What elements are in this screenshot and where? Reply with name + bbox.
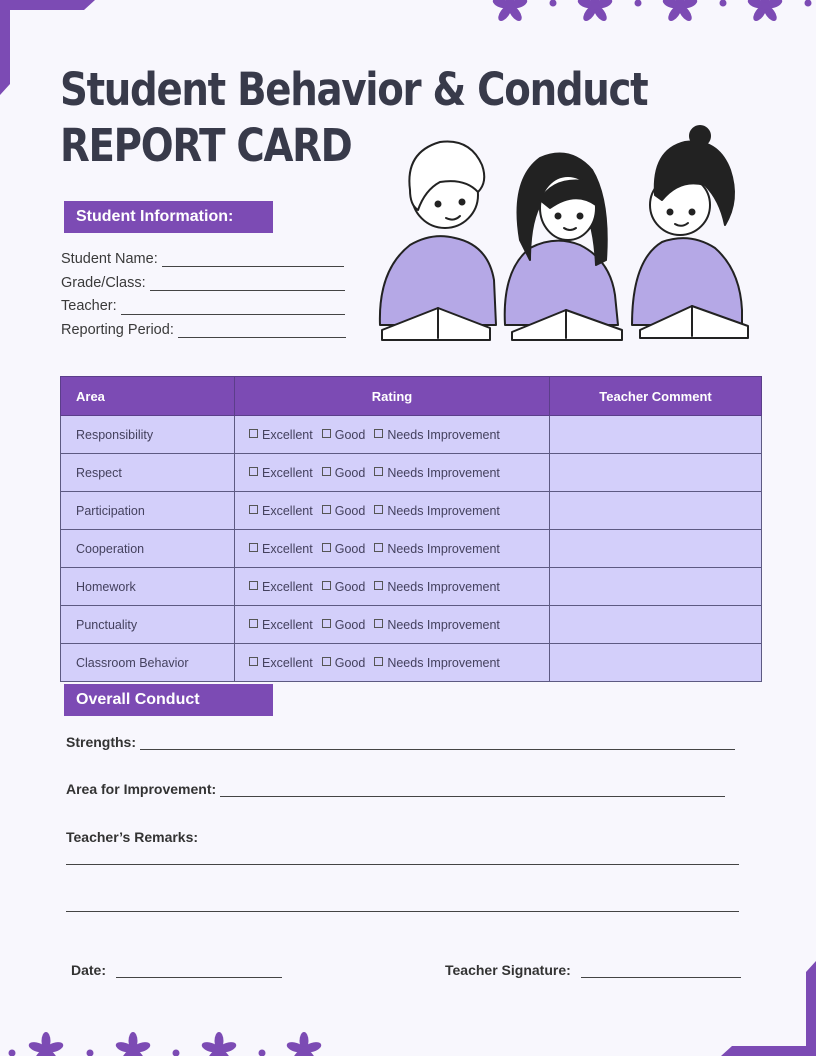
rating-option[interactable]: [322, 504, 366, 518]
students-reading-illustration: [370, 120, 755, 345]
field-teacher[interactable]: Teacher:: [61, 295, 346, 319]
teacher-comment-cell[interactable]: [550, 416, 762, 454]
checkbox-icon[interactable]: [249, 467, 258, 476]
area-cell: Cooperation: [61, 530, 235, 568]
area-cell: Classroom Behavior: [61, 644, 235, 682]
teacher-comment-cell[interactable]: [550, 568, 762, 606]
remarks-line-2[interactable]: [66, 911, 739, 912]
checkbox-icon[interactable]: [249, 581, 258, 590]
rating-cell: [235, 530, 550, 568]
rating-option-label: Good: [334, 655, 366, 670]
table-row: [61, 454, 762, 492]
rating-option-label: Needs Improvement: [387, 465, 500, 480]
teacher-comment-cell[interactable]: [550, 530, 762, 568]
checkbox-icon[interactable]: [374, 543, 383, 552]
table-row: [61, 568, 762, 606]
rating-option-label: Needs Improvement: [387, 579, 500, 594]
improvement-field[interactable]: Area for Improvement:: [66, 781, 725, 797]
checkbox-icon[interactable]: [374, 429, 383, 438]
checkbox-icon[interactable]: [322, 543, 331, 552]
rating-option[interactable]: [249, 618, 313, 632]
checkbox-icon[interactable]: [374, 505, 383, 514]
rating-option[interactable]: [322, 428, 366, 442]
remarks-line-1[interactable]: [66, 864, 739, 865]
rating-option[interactable]: [374, 466, 500, 480]
table-row: [61, 644, 762, 682]
rating-option-label: Excellent: [262, 541, 313, 556]
checkbox-icon[interactable]: [322, 619, 331, 628]
date-field[interactable]: Date:: [71, 962, 282, 978]
rating-option[interactable]: [249, 542, 313, 556]
rating-option[interactable]: [322, 580, 366, 594]
rating-option-label: Needs Improvement: [387, 427, 500, 442]
teacher-comment-cell[interactable]: [550, 454, 762, 492]
rating-option[interactable]: [374, 504, 500, 518]
teacher-comment-cell[interactable]: [550, 606, 762, 644]
teacher-comment-cell[interactable]: [550, 644, 762, 682]
rating-option[interactable]: [374, 618, 500, 632]
rating-option-label: Excellent: [262, 503, 313, 518]
rating-option-label: Good: [334, 503, 366, 518]
field-grade-class[interactable]: Grade/Class:: [61, 272, 346, 296]
checkbox-icon[interactable]: [374, 467, 383, 476]
table-header-row: [61, 377, 762, 416]
rating-option[interactable]: [249, 580, 313, 594]
rating-option[interactable]: [249, 504, 313, 518]
header-area: Area: [61, 377, 235, 416]
field-student-name[interactable]: Student Name:: [61, 248, 346, 272]
overall-conduct-heading: Overall Conduct: [64, 684, 273, 716]
header-rating: Rating: [235, 377, 550, 416]
rating-option-label: Excellent: [262, 655, 313, 670]
table-row: [61, 606, 762, 644]
rating-option[interactable]: [374, 580, 500, 594]
area-cell: Punctuality: [61, 606, 235, 644]
behavior-rating-table: [60, 376, 762, 682]
rating-option[interactable]: [374, 542, 500, 556]
rating-option[interactable]: [374, 656, 500, 670]
rating-option-label: Excellent: [262, 617, 313, 632]
checkbox-icon[interactable]: [249, 505, 258, 514]
area-cell: Respect: [61, 454, 235, 492]
rating-option-label: Needs Improvement: [387, 541, 500, 556]
page-title: Student Behavior & Conduct REPORT CARD: [60, 63, 648, 172]
rating-option-label: Excellent: [262, 579, 313, 594]
flower-icons-bottom: [0, 1026, 340, 1056]
checkbox-icon[interactable]: [322, 429, 331, 438]
checkbox-icon[interactable]: [374, 619, 383, 628]
rating-cell: [235, 454, 550, 492]
rating-option-label: Needs Improvement: [387, 617, 500, 632]
rating-option[interactable]: [322, 466, 366, 480]
flower-icons-top: [480, 0, 816, 30]
rating-cell: [235, 606, 550, 644]
checkbox-icon[interactable]: [322, 581, 331, 590]
checkbox-icon[interactable]: [322, 505, 331, 514]
field-reporting-period[interactable]: Reporting Period:: [61, 319, 346, 343]
rating-option-label: Good: [334, 579, 366, 594]
rating-option[interactable]: [249, 428, 313, 442]
checkbox-icon[interactable]: [249, 543, 258, 552]
area-cell: Homework: [61, 568, 235, 606]
rating-option-label: Needs Improvement: [387, 655, 500, 670]
rating-cell: [235, 644, 550, 682]
rating-option-label: Excellent: [262, 465, 313, 480]
rating-option[interactable]: [322, 618, 366, 632]
checkbox-icon[interactable]: [249, 657, 258, 666]
rating-cell: [235, 568, 550, 606]
teacher-comment-cell[interactable]: [550, 492, 762, 530]
rating-option-label: Excellent: [262, 427, 313, 442]
table-row: [61, 416, 762, 454]
checkbox-icon[interactable]: [249, 619, 258, 628]
area-cell: Responsibility: [61, 416, 235, 454]
teacher-signature-field[interactable]: Teacher Signature:: [445, 962, 741, 978]
rating-option-label: Good: [334, 541, 366, 556]
checkbox-icon[interactable]: [374, 657, 383, 666]
rating-option[interactable]: [249, 466, 313, 480]
student-information-heading: Student Information:: [64, 201, 273, 233]
rating-option-label: Good: [334, 465, 366, 480]
table-row: [61, 530, 762, 568]
checkbox-icon[interactable]: [249, 429, 258, 438]
checkbox-icon[interactable]: [374, 581, 383, 590]
checkbox-icon[interactable]: [322, 467, 331, 476]
rating-cell: [235, 492, 550, 530]
rating-option[interactable]: [374, 428, 500, 442]
rating-option[interactable]: [249, 656, 313, 670]
strengths-field[interactable]: Strengths:: [66, 734, 735, 750]
rating-option-label: Good: [334, 617, 366, 632]
student-info-fields: [61, 248, 346, 343]
rating-option-label: Good: [334, 427, 366, 442]
rating-cell: [235, 416, 550, 454]
checkbox-icon[interactable]: [322, 657, 331, 666]
teacher-remarks-label: Teacher’s Remarks:: [66, 829, 199, 845]
rating-option[interactable]: [322, 656, 366, 670]
header-teacher-comment: Teacher Comment: [550, 377, 762, 416]
rating-option[interactable]: [322, 542, 366, 556]
area-cell: Participation: [61, 492, 235, 530]
rating-option-label: Needs Improvement: [387, 503, 500, 518]
table-row: [61, 492, 762, 530]
table-body: [61, 416, 762, 682]
